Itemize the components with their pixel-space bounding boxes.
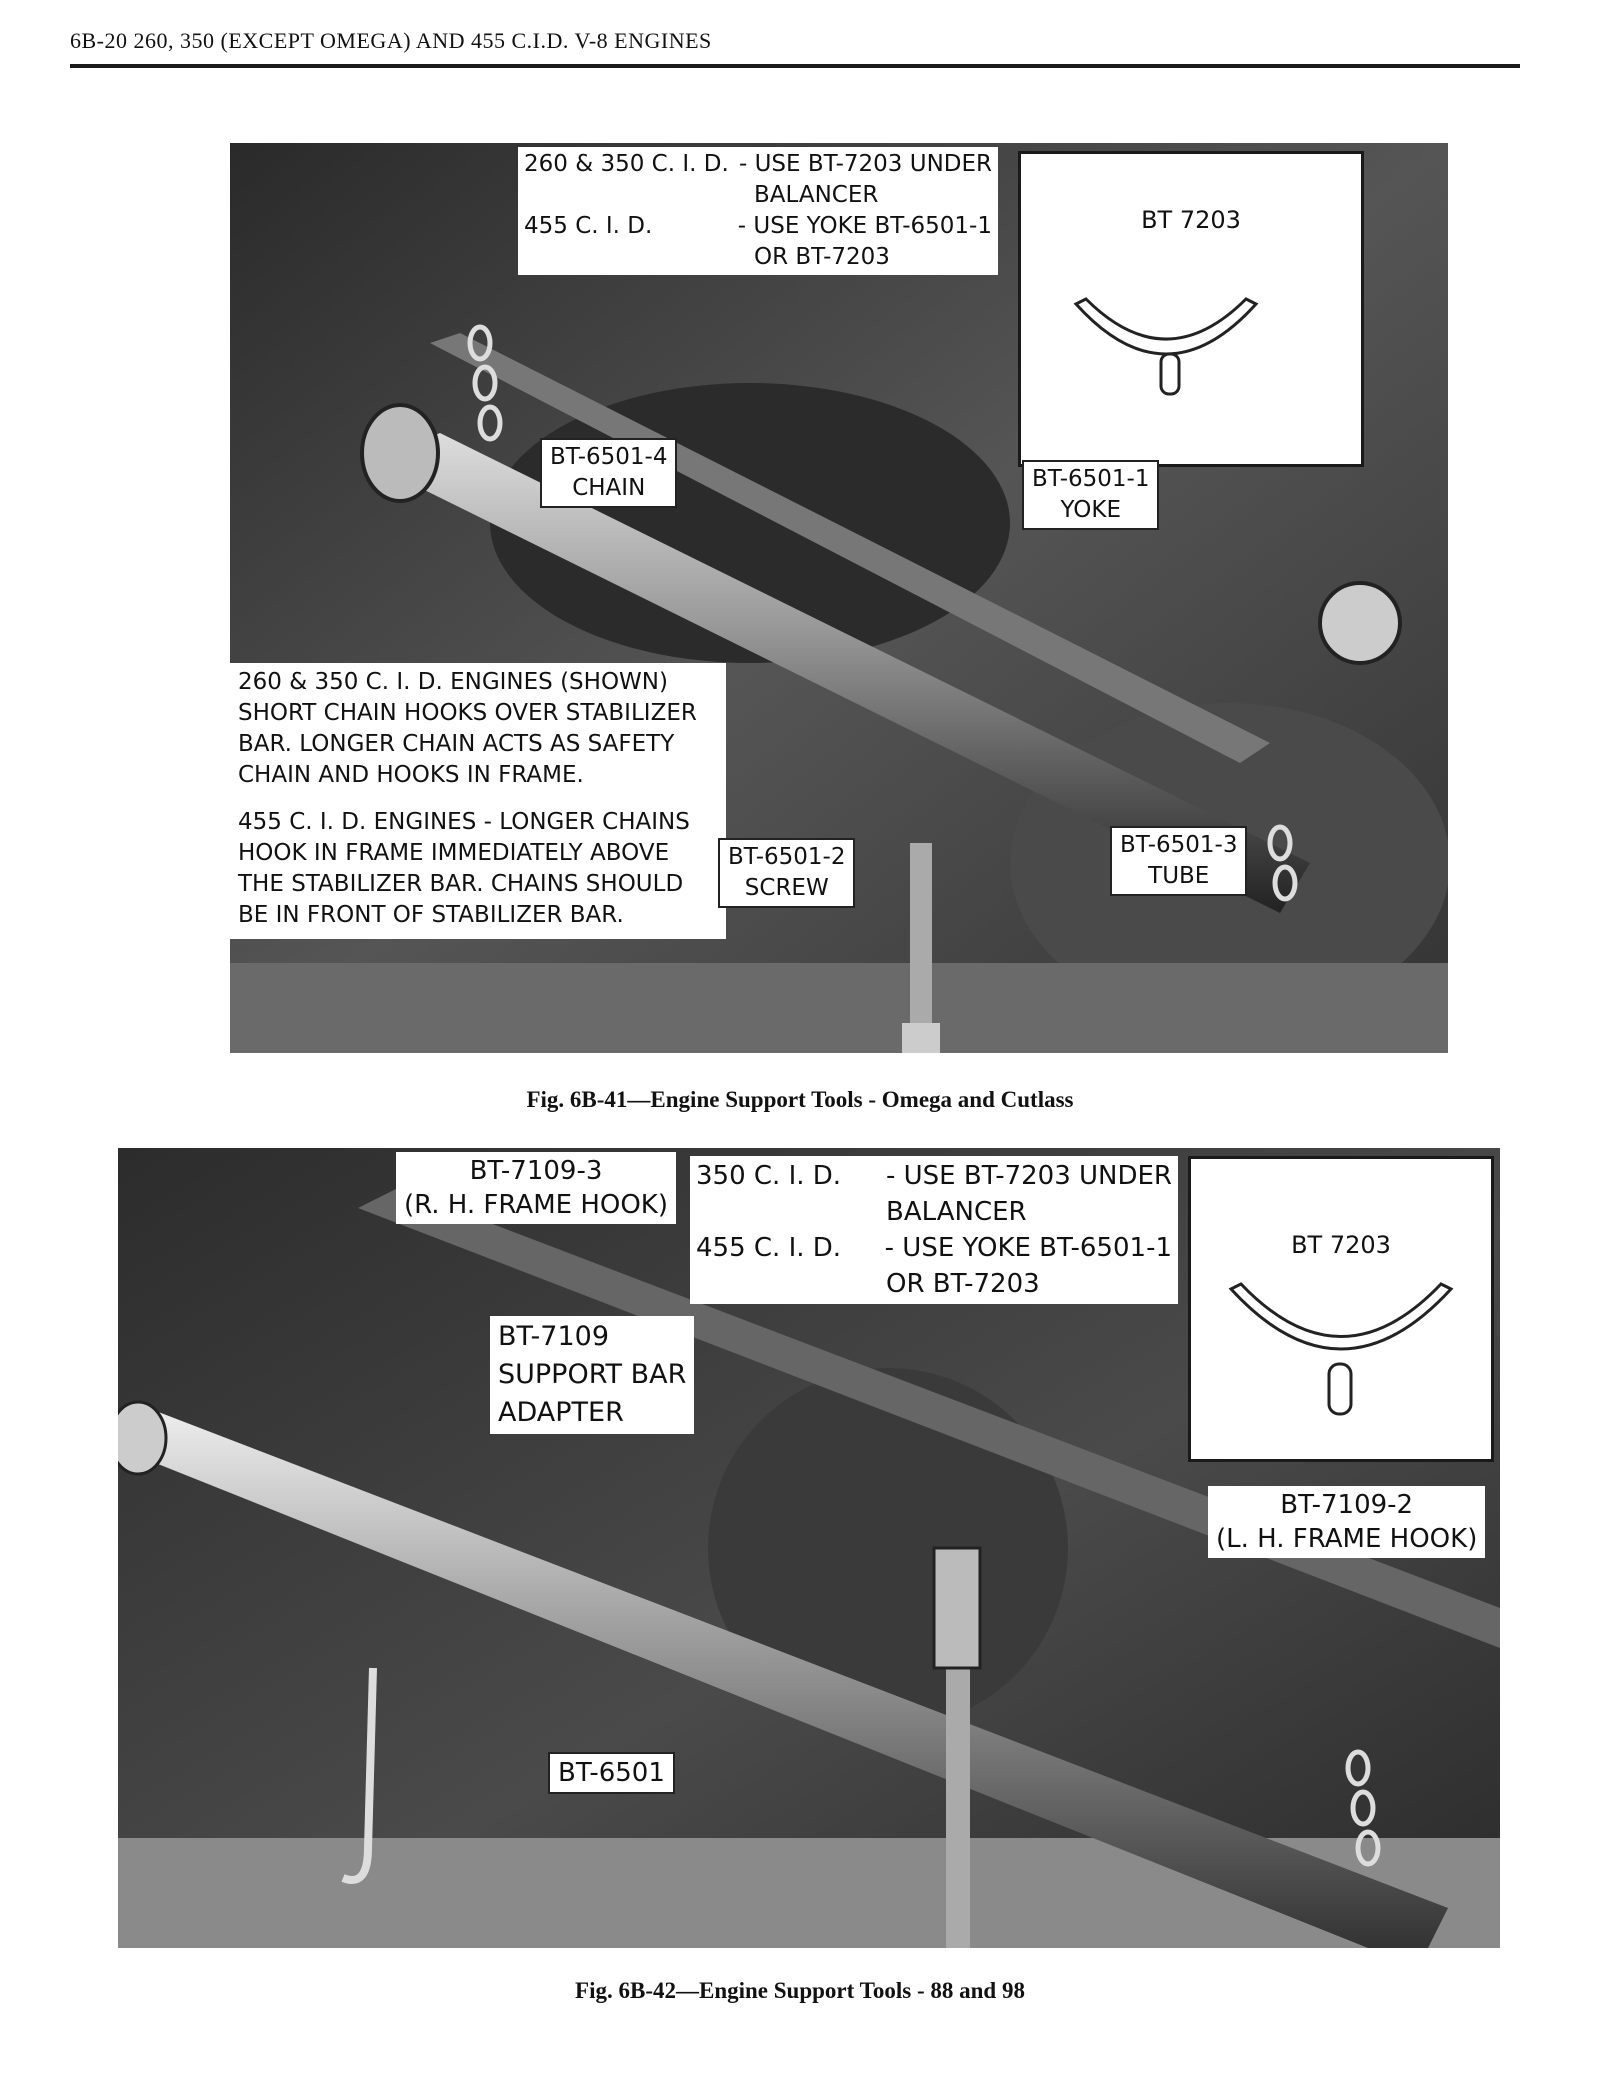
note-text: OR BT-7203 — [754, 244, 890, 270]
fig42-bt7203-inset — [1188, 1156, 1494, 1462]
label-line: (L. H. FRAME HOOK) — [1216, 1524, 1478, 1554]
fig41-top-note — [518, 147, 998, 275]
note-text: - USE YOKE BT-6501-1 — [884, 1233, 1172, 1263]
note-engine: 260 & 350 C. I. D. — [524, 151, 729, 177]
label-line: SCREW — [744, 875, 829, 901]
fig42-bt6501-label — [548, 1752, 675, 1794]
note-text: - USE BT-7203 UNDER — [738, 151, 992, 177]
fig42-top-note — [690, 1156, 1178, 1304]
fig42-support-bar-adapter-label — [490, 1316, 694, 1434]
note-engine: 455 C. I. D. — [696, 1233, 842, 1263]
para-line: HOOK IN FRAME IMMEDIATELY ABOVE — [238, 840, 670, 866]
para-line: CHAIN AND HOOKS IN FRAME. — [238, 762, 584, 788]
note-engine — [696, 1266, 886, 1302]
note-engine — [524, 242, 754, 273]
note-engine — [696, 1194, 886, 1230]
label-line: BT-6501-4 — [550, 444, 668, 470]
label-line: CHAIN — [572, 475, 646, 501]
para-line: BE IN FRONT OF STABILIZER BAR. — [238, 902, 624, 928]
fig41-tube-label — [1110, 826, 1247, 896]
note-engine: 350 C. I. D. — [696, 1161, 842, 1191]
fig42-lh-frame-hook-label — [1208, 1486, 1485, 1558]
fig41-chain-label — [540, 438, 677, 508]
note-text: BALANCER — [754, 182, 879, 208]
note-engine — [524, 180, 754, 211]
page-header — [70, 24, 1520, 68]
label-line: ADAPTER — [498, 1397, 624, 1428]
label-line: BT-6501-3 — [1120, 832, 1238, 858]
fig41-screw-label — [718, 838, 855, 908]
page-header-text: 6B-20 260, 350 (EXCEPT OMEGA) AND 455 C.I.D. V-8 ENGINES — [70, 28, 712, 53]
label-line: BT-7109 — [498, 1321, 609, 1352]
fig-6b-41-photo — [230, 143, 1448, 1053]
inset-title: BT 7203 — [1141, 206, 1241, 234]
label-line: BT-6501-1 — [1032, 466, 1150, 492]
note-text: - USE BT-7203 UNDER — [885, 1161, 1172, 1191]
para-line: THE STABILIZER BAR. CHAINS SHOULD — [238, 871, 684, 897]
label-line: (R. H. FRAME HOOK) — [404, 1190, 668, 1220]
fig41-bt7203-inset — [1018, 151, 1364, 467]
note-text: OR BT-7203 — [886, 1269, 1040, 1299]
fig41-instructions — [230, 663, 726, 939]
fig-6b-41-caption: Fig. 6B-41—Engine Support Tools - Omega and Cutlass — [526, 1087, 1074, 1112]
fig42-rh-frame-hook-label — [396, 1152, 676, 1224]
label-line: BT-6501 — [558, 1758, 665, 1788]
para-line: 455 C. I. D. ENGINES - LONGER CHAINS — [238, 809, 690, 835]
note-text: - USE YOKE BT-6501-1 — [737, 213, 992, 239]
label-line: YOKE — [1060, 497, 1121, 523]
fig-6b-42-photo — [118, 1148, 1500, 1948]
note-engine: 455 C. I. D. — [524, 213, 653, 239]
label-line: SUPPORT BAR — [498, 1359, 687, 1390]
inset-title: BT 7203 — [1291, 1231, 1391, 1259]
fig41-yoke-label — [1022, 460, 1159, 530]
fig-6b-42-caption: Fig. 6B-42—Engine Support Tools - 88 and 98 — [575, 1978, 1025, 2003]
note-text: BALANCER — [886, 1197, 1027, 1227]
para-line: 260 & 350 C. I. D. ENGINES (SHOWN) — [238, 669, 668, 695]
label-line: TUBE — [1148, 863, 1210, 889]
label-line: BT-6501-2 — [728, 844, 846, 870]
para-line: BAR. LONGER CHAIN ACTS AS SAFETY — [238, 731, 675, 757]
label-line: BT-7109-3 — [469, 1156, 603, 1186]
yoke-tool-drawing — [1021, 154, 1361, 464]
para-line: SHORT CHAIN HOOKS OVER STABILIZER — [238, 700, 697, 726]
label-line: BT-7109-2 — [1280, 1490, 1414, 1520]
yoke-tool-drawing — [1191, 1159, 1491, 1459]
